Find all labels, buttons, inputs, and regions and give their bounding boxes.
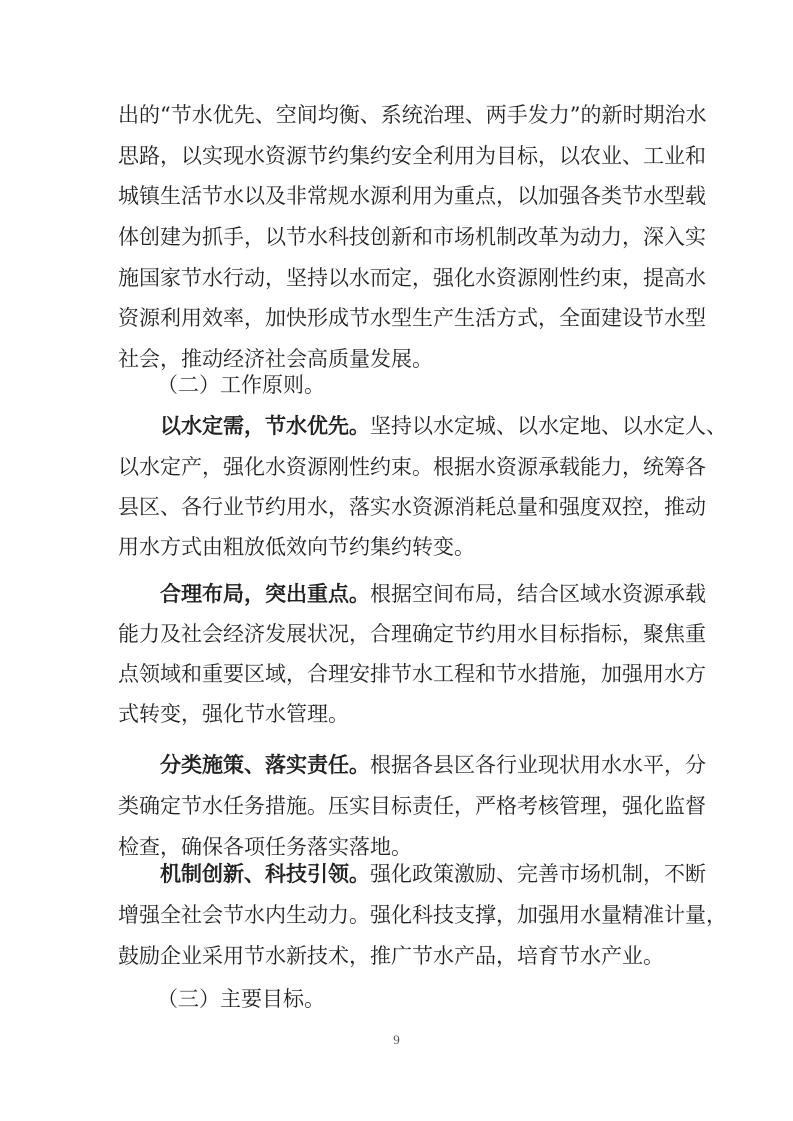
principle-1-title: 以水定需，节水优先。 [160,414,370,438]
principle-1-first-line [160,412,727,440]
principle-3-text: 根据各县区各行业现状用水水平，分 [370,753,706,777]
principle-2-line-3: 点领域和重要区域，合理安排节水工程和节水措施，加强用水方 [118,662,706,686]
intro-line-2: 思路，以实现水资源节约集约安全利用为目标，以农业、工业和 [118,144,706,168]
intro-line-5: 施国家节水行动，坚持以水而定，强化水资源刚性约束，提高水 [118,266,706,290]
principle-2-line-2: 能力及社会经济发展状况，合理确定节约用水目标指标，聚焦重 [118,622,706,646]
principle-1-line-3: 县区、各行业节约用水，落实水资源消耗总量和强度双控，推动 [118,495,706,519]
principle-2-text: 根据空间布局，结合区域水资源承载 [370,582,706,606]
principle-4-line-2: 增强全社会节水内生动力。强化科技支撑，加强用水量精准计量， [118,903,727,927]
intro-line-6: 资源利用效率，加快形成节水型生产生活方式，全面建设节水型 [118,306,706,330]
principle-4-first-line [160,860,706,888]
principle-2-line-4: 式转变，强化节水管理。 [118,702,349,726]
intro-line-1: 出的“节水优先、空间均衡、系统治理、两手发力”的新时期治水 [118,103,707,127]
section-heading-2: （二）工作原则。 [157,373,325,397]
principle-3-line-3: 检查，确保各项任务落实落地。 [118,835,412,859]
principle-2-title: 合理布局，突出重点。 [160,582,370,606]
principle-3-title: 分类施策、落实责任。 [160,753,370,777]
principle-1-text: 坚持以水定城、以水定地、以水定人、 [370,414,727,438]
intro-line-3: 城镇生活节水以及非常规水源利用为重点，以加强各类节水型载 [118,184,706,208]
page-number: 9 [393,1032,400,1047]
section-heading-3: （三）主要目标。 [157,987,325,1011]
principle-4-line-3: 鼓励企业采用节水新技术，推广节水产品，培育节水产业。 [118,944,664,968]
principle-2-first-line [160,580,706,608]
intro-line-7: 社会，推动经济社会高质量发展。 [118,347,433,371]
intro-line-4: 体创建为抓手，以节水科技创新和市场机制改革为动力，深入实 [118,225,706,249]
principle-1-line-4: 用水方式由粗放低效向节约集约转变。 [118,535,475,559]
principle-4-text: 强化政策激励、完善市场机制，不断 [370,862,706,886]
principle-1-line-2: 以水定产，强化水资源刚性约束。根据水资源承载能力，统筹各 [118,455,706,479]
principle-3-line-2: 类确定节水任务措施。压实目标责任，严格考核管理，强化监督 [118,794,706,818]
principle-4-title: 机制创新、科技引领。 [160,862,370,886]
principle-3-first-line [160,751,706,779]
